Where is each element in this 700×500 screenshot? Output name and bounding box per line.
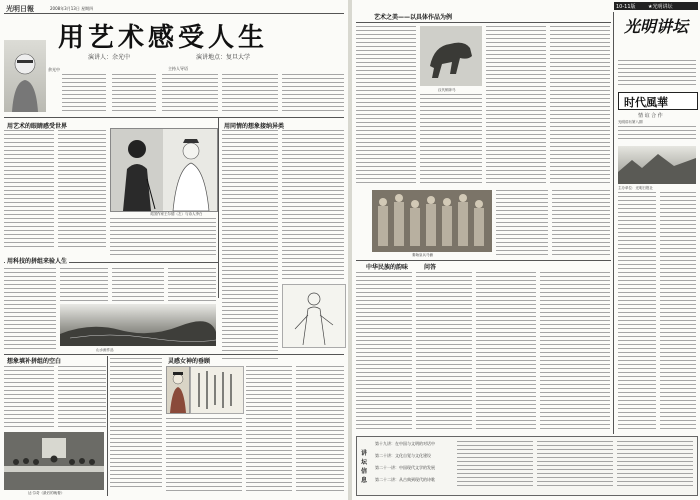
last-supper-image <box>4 432 104 490</box>
section-heading-art-eye: 用艺术的眼睛感受世界 <box>7 123 68 130</box>
portraits-image <box>110 128 218 212</box>
page-number: 10-11版 <box>616 4 636 10</box>
sidebar-box-line1: 光明讲坛第八期 <box>618 120 643 124</box>
calligraphy-drawing <box>191 367 243 413</box>
section-heading-qa: 问答 <box>424 264 437 271</box>
newspaper-logo: 光明日報 <box>6 4 34 13</box>
lecture-title: 用艺术感受人生 <box>58 23 269 53</box>
section-heading-sympathy: 用同情的想象接纳异类 <box>224 123 285 130</box>
section-heading-chinese-charm: 中华民族的韵味 <box>366 264 409 271</box>
sidebar-dept-title: 时代風華 <box>624 96 668 109</box>
section-heading-muse: 灵感女神的垂顾 <box>168 358 211 365</box>
section-heading-technology: 用科技的拼组来验人生 <box>7 258 68 265</box>
notice-item: 第二十一讲：中国现代文学的发展 <box>375 465 435 470</box>
section-heading-art-beauty: 艺术之美——以具体作品为例 <box>374 14 453 21</box>
lecture-venue: 演讲地点：复旦大学 <box>196 54 251 61</box>
bronze-horse-drawing <box>420 26 482 86</box>
host-intro-label: 主持人导语 <box>168 66 188 71</box>
left-page <box>0 0 348 500</box>
landscape-painting-image <box>60 304 216 346</box>
sidebar-brand-logo: 光明讲坛 <box>624 17 689 36</box>
right-page <box>352 0 700 500</box>
terracotta-caption: 秦始皇兵马俑 <box>412 253 433 257</box>
figure-sketch-image <box>282 284 346 348</box>
figure-sketch-drawing <box>283 285 345 347</box>
notice-box <box>356 436 698 496</box>
portrait-figures-drawing <box>111 129 217 211</box>
notice-item: 第二十讲：文化自觉与文化建设 <box>375 453 431 458</box>
terracotta-warriors-drawing <box>372 190 492 252</box>
lecture-speaker: 演讲人：余光中 <box>88 54 131 61</box>
issue-date: 2008年3月13日 星期四 <box>50 6 94 11</box>
speaker-photo <box>4 40 46 112</box>
sidebar-box-line2: 主办单位：光明日报社 <box>618 186 653 190</box>
section-heading-imagination: 想象填补拼组的空白 <box>7 358 62 365</box>
sidebar-sub-heading: 情 谊 合 作 <box>638 113 663 119</box>
landscape-caption: 山水画作品 <box>96 348 114 352</box>
landscape-painting-drawing <box>60 304 216 346</box>
last-supper-caption: 达·芬奇《最后的晚餐》 <box>28 491 65 495</box>
ancient-portrait-drawing <box>167 367 189 413</box>
notice-label: 讲坛信息 <box>361 450 368 484</box>
sidebar-landscape-drawing <box>618 146 696 184</box>
speaker-caption: 余光中 <box>48 67 60 72</box>
portraits-caption: 英国作家王尔德（左）与诗人李白 <box>150 212 203 216</box>
terracotta-army-image <box>372 190 492 252</box>
notice-item: 第二十二讲：从古典到现代的诗歌 <box>375 477 435 482</box>
last-supper-drawing <box>4 432 104 490</box>
sidebar-landscape-image <box>618 146 696 184</box>
bronze-horse-image <box>420 26 482 86</box>
horse-caption: 汉代铜奔马 <box>438 88 456 92</box>
notice-item: 第十九讲：在中国与文明的对话中 <box>375 441 435 446</box>
ancient-portrait-image <box>166 366 190 414</box>
column-tag: ★光明讲坛 <box>648 4 673 10</box>
speaker-portrait-image <box>4 40 46 112</box>
calligraphy-image <box>190 366 244 414</box>
